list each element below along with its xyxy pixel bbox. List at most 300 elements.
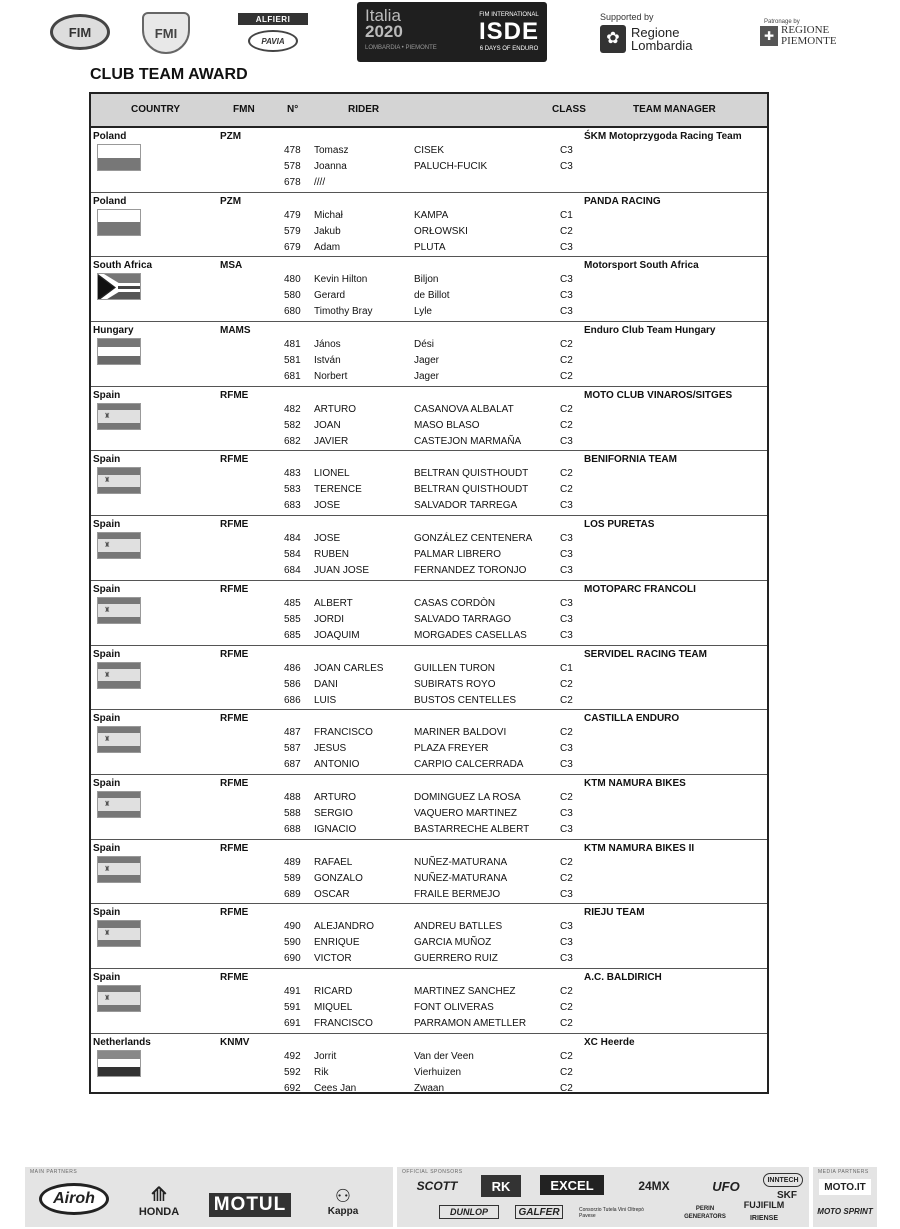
rider-class: C3: [560, 290, 573, 302]
rider-number: 680: [284, 306, 301, 318]
rider-first-name: ARTURO: [314, 403, 357, 415]
rider-last-name: PLUTA: [414, 241, 446, 253]
lombardia-line2: Lombardia: [631, 37, 693, 53]
team-country: Spain: [93, 519, 121, 531]
team-fmn: RFME: [220, 583, 249, 595]
rider-number: 592: [284, 1066, 301, 1078]
isde-year: 2020: [365, 22, 403, 41]
table-header: [91, 94, 767, 128]
rider-number: 582: [284, 419, 301, 431]
rider-row: [91, 290, 767, 306]
rider-first-name: ARTURO: [314, 791, 357, 803]
rider-row: [91, 1002, 767, 1018]
isde-bottom: 6 DAYS OF ENDURO: [479, 46, 539, 52]
rider-first-name: IGNACIO: [314, 823, 357, 835]
team-block: [91, 646, 767, 711]
media-partners-caption: MEDIA PARTNERS: [818, 1169, 869, 1175]
galfer-logo: GALFER: [515, 1205, 563, 1219]
rider-number: 484: [284, 533, 301, 545]
rider-row: [91, 339, 767, 355]
rider-last-name: FERNANDEZ TORONJO: [414, 565, 527, 577]
pavia-logo: PAVIA: [248, 30, 298, 52]
rider-first-name: FRANCISCO: [314, 727, 373, 739]
team-block: [91, 904, 767, 969]
rider-row: [91, 1067, 767, 1083]
rider-row: [91, 533, 767, 549]
rider-last-name: CASAS CORDÒN: [414, 597, 496, 609]
rider-row: [91, 792, 767, 808]
rider-number: 686: [284, 694, 301, 706]
spain-flag-icon: ♜: [97, 662, 141, 689]
rider-last-name: MARINER BALDOVI: [414, 727, 507, 739]
rider-class: C2: [560, 1017, 573, 1029]
club-team-table: [89, 92, 769, 1094]
rider-class: C2: [560, 371, 573, 383]
rider-number: 682: [284, 435, 301, 447]
team-fmn: PZM: [220, 195, 242, 207]
rider-first-name: TERENCE: [314, 484, 362, 496]
iriense-logo: IRIENSE: [749, 1214, 778, 1222]
rider-row: [91, 549, 767, 565]
rider-number: 581: [284, 355, 301, 367]
rider-number: 589: [284, 872, 301, 884]
isde-logo: [357, 2, 547, 62]
team-manager: KTM NAMURA BIKES II: [584, 842, 695, 854]
rider-number: 489: [284, 856, 301, 868]
rider-number: 688: [284, 823, 301, 835]
rider-last-name: BASTARRECHE ALBERT: [414, 823, 530, 835]
rider-class: C3: [560, 549, 573, 561]
rider-last-name: CASANOVA ALBALAT: [414, 403, 514, 415]
rider-last-name: GARCIA MUÑOZ: [414, 937, 492, 949]
rider-last-name: NUÑEZ-MATURANA: [414, 856, 508, 868]
main-partners-caption: MAIN PARTNERS: [30, 1169, 78, 1175]
team-block: [91, 128, 767, 193]
rider-first-name: Michał: [314, 209, 343, 221]
rider-first-name: Timothy Bray: [314, 306, 373, 318]
page-title: CLUB TEAM AWARD: [90, 66, 248, 83]
piemonte-crest-icon: ✚: [760, 26, 778, 46]
inntech-logo: INNTECH: [763, 1173, 803, 1187]
team-manager: ŚKM Motoprzygoda Racing Team: [584, 131, 742, 142]
rider-first-name: János: [314, 339, 341, 351]
team-block: [91, 387, 767, 452]
rider-number: 687: [284, 759, 301, 771]
team-country: Spain: [93, 971, 121, 983]
rider-last-name: SUBIRATS ROYO: [414, 678, 496, 690]
isde-main: ISDE: [478, 18, 539, 45]
rider-row: [91, 306, 767, 322]
rider-class: C2: [560, 484, 573, 496]
rider-class: C2: [560, 468, 573, 480]
team-fmn: RFME: [220, 907, 249, 919]
rider-number: 690: [284, 953, 301, 965]
team-block: [91, 516, 767, 581]
rider-last-name: Biljon: [414, 274, 439, 286]
rider-last-name: MARTINEZ SANCHEZ: [414, 985, 516, 997]
rider-first-name: Kevin Hilton: [314, 274, 368, 286]
rider-row: [91, 274, 767, 290]
rider-first-name: JAVIER: [314, 435, 349, 447]
col-number: N°: [287, 104, 299, 115]
rider-first-name: JOAQUIM: [314, 629, 360, 641]
rider-class: C2: [560, 339, 573, 351]
rider-last-name: Jager: [414, 355, 440, 367]
rider-row: [91, 161, 767, 177]
team-manager: SERVIDEL RACING TEAM: [584, 648, 707, 660]
rider-row: [91, 953, 767, 969]
rider-row: [91, 695, 767, 711]
rider-first-name: Rik: [314, 1066, 329, 1078]
spain-flag-icon: ♜: [97, 985, 141, 1012]
main-partners-block: [25, 1167, 393, 1227]
rider-first-name: Norbert: [314, 371, 348, 383]
rider-class: C2: [560, 694, 573, 706]
rider-first-name: ALEJANDRO: [314, 921, 375, 933]
rider-first-name: Jakub: [314, 225, 341, 237]
rider-last-name: PARRAMON AMETLLER: [414, 1017, 527, 1029]
team-block: [91, 840, 767, 905]
team-manager: BENIFORNIA TEAM: [584, 454, 677, 466]
rk-logo: RK: [481, 1175, 521, 1197]
rider-first-name: JUAN JOSE: [314, 565, 370, 577]
rider-number: 691: [284, 1017, 301, 1029]
isde-italia: Italia: [365, 6, 401, 25]
rider-class: C2: [560, 856, 573, 868]
spain-flag-icon: ♜: [97, 856, 141, 883]
rider-number: 678: [284, 177, 301, 188]
rider-class: C3: [560, 888, 573, 900]
team-manager: RIEJU TEAM: [584, 907, 645, 919]
rider-last-name: Lyle: [414, 306, 432, 318]
team-block: [91, 581, 767, 646]
kappa-logo: ⚇ Kappa: [327, 1185, 359, 1217]
rider-last-name: de Billot: [414, 290, 450, 302]
piemonte-line1: REGIONE: [781, 24, 830, 36]
team-manager: KTM NAMURA BIKES: [584, 777, 686, 789]
col-class: CLASS: [552, 104, 586, 115]
rider-row: [91, 565, 767, 581]
rider-last-name: DOMINGUEZ LA ROSA: [414, 791, 521, 803]
team-list: [91, 128, 767, 1098]
rider-class: C2: [560, 985, 573, 997]
rider-last-name: SALVADOR TARREGA: [414, 500, 518, 512]
spain-flag-icon: ♜: [97, 920, 141, 947]
rider-row: [91, 857, 767, 873]
spain-flag-icon: ♜: [97, 467, 141, 494]
alfieri-logo: ALFIERI: [238, 13, 308, 25]
team-block: [91, 1034, 767, 1099]
rider-class: C3: [560, 613, 573, 625]
rider-first-name: JOSE: [314, 500, 341, 512]
rider-class: C2: [560, 791, 573, 803]
rider-number: 585: [284, 613, 301, 625]
team-manager: Motorsport South Africa: [584, 260, 699, 272]
rider-row: [91, 727, 767, 743]
rider-class: C2: [560, 1001, 573, 1013]
rider-row: [91, 937, 767, 953]
honda-logo: ⟰ HONDA: [138, 1184, 180, 1218]
rider-row: [91, 436, 767, 452]
rider-class: C3: [560, 500, 573, 512]
rider-class: C3: [560, 937, 573, 949]
rider-last-name: Vierhuizen: [414, 1066, 462, 1078]
rider-first-name: RUBEN: [314, 549, 350, 561]
rider-last-name: PALUCH-FUCIK: [414, 161, 488, 172]
team-block: [91, 193, 767, 258]
airoh-logo: Airoh: [39, 1183, 109, 1215]
rider-number: 480: [284, 274, 301, 286]
rider-last-name: Zwaan: [414, 1082, 445, 1094]
rider-row: [91, 226, 767, 242]
rider-last-name: PALMAR LIBRERO: [414, 549, 502, 561]
rider-first-name: Jorrit: [314, 1050, 337, 1062]
team-country: Spain: [93, 713, 121, 725]
rider-row: [91, 484, 767, 500]
kappa-text: Kappa: [327, 1205, 359, 1217]
rider-number: 580: [284, 290, 301, 302]
rider-class: C3: [560, 435, 573, 447]
regione-piemonte-logo: [760, 16, 836, 50]
team-block: [91, 451, 767, 516]
rider-class: C3: [560, 597, 573, 609]
rider-first-name: Tomasz: [314, 145, 349, 156]
rider-row: [91, 598, 767, 614]
honda-text: HONDA: [138, 1206, 180, 1218]
rider-first-name: RICARD: [314, 985, 353, 997]
official-sponsors-block: [397, 1167, 809, 1227]
rider-class: C2: [560, 1082, 573, 1094]
rider-number: 692: [284, 1082, 301, 1094]
rider-last-name: MASO BLASO: [414, 419, 480, 431]
rider-first-name: JOAN: [314, 419, 341, 431]
team-country: Spain: [93, 454, 121, 466]
col-fmn: FMN: [233, 104, 255, 115]
rider-last-name: BELTRAN QUISTHOUDT: [414, 468, 529, 480]
rider-first-name: FRANCISCO: [314, 1017, 373, 1029]
team-manager: LOS PURETAS: [584, 519, 655, 531]
rider-row: [91, 630, 767, 646]
rider-row: [91, 355, 767, 371]
rider-number: 586: [284, 678, 301, 690]
rider-row: [91, 371, 767, 387]
rider-number: 481: [284, 339, 301, 351]
rider-number: 579: [284, 225, 301, 237]
rider-class: C2: [560, 1050, 573, 1062]
rider-last-name: PLAZA FREYER: [414, 743, 489, 755]
media-partners-block: [813, 1167, 877, 1227]
rider-class: C3: [560, 274, 573, 286]
rider-number: 588: [284, 807, 301, 819]
team-country: Spain: [93, 777, 121, 789]
rider-number: 584: [284, 549, 301, 561]
rider-number: 479: [284, 209, 301, 221]
rider-last-name: GUERRERO RUIZ: [414, 953, 498, 965]
team-country: Poland: [93, 195, 127, 207]
rider-class: C3: [560, 629, 573, 641]
official-sponsors-caption: OFFICIAL SPONSORS: [402, 1169, 463, 1175]
rider-first-name: OSCAR: [314, 888, 350, 900]
rider-first-name: LIONEL: [314, 468, 350, 480]
team-block: [91, 322, 767, 387]
piemonte-line2: PIEMONTE: [781, 35, 837, 47]
rider-number: 684: [284, 565, 301, 577]
rider-number: 490: [284, 921, 301, 933]
team-fmn: RFME: [220, 389, 249, 401]
rider-number: 485: [284, 597, 301, 609]
rider-row: [91, 1051, 767, 1067]
rider-class: C2: [560, 225, 573, 237]
rider-row: [91, 404, 767, 420]
rider-class: C3: [560, 743, 573, 755]
team-manager: Enduro Club Team Hungary: [584, 325, 716, 337]
rider-first-name: István: [314, 355, 341, 367]
rider-last-name: ANDREU BATLLES: [414, 921, 503, 933]
team-country: Spain: [93, 389, 121, 401]
team-manager: MOTOPARC FRANCOLI: [584, 583, 696, 595]
team-block: [91, 710, 767, 775]
rider-row: [91, 500, 767, 516]
rider-number: 478: [284, 145, 301, 156]
dunlop-logo: DUNLOP: [439, 1205, 499, 1219]
rider-class: C2: [560, 678, 573, 690]
skf-logo: SKF: [777, 1189, 797, 1201]
rider-first-name: LUIS: [314, 694, 337, 706]
rider-last-name: ORŁOWSKI: [414, 225, 468, 237]
team-fmn: RFME: [220, 454, 249, 466]
isde-sub: LOMBARDIA • PIEMONTE: [365, 45, 437, 51]
rider-row: [91, 808, 767, 824]
rider-last-name: FRAILE BERMEJO: [414, 888, 501, 900]
rider-class: C3: [560, 759, 573, 771]
rider-row: [91, 177, 767, 193]
team-fmn: MAMS: [220, 325, 251, 337]
team-country: Spain: [93, 842, 121, 854]
rider-last-name: Dési: [414, 339, 435, 351]
rider-first-name: JORDI: [314, 613, 344, 625]
rider-last-name: Jager: [414, 371, 440, 383]
isde-top: FIM INTERNATIONAL: [479, 12, 539, 18]
rider-number: 689: [284, 888, 301, 900]
rider-row: [91, 759, 767, 775]
rider-row: [91, 986, 767, 1002]
rider-class: C3: [560, 145, 573, 156]
rider-last-name: BUSTOS CENTELLES: [414, 694, 517, 706]
rider-first-name: JOSE: [314, 533, 341, 545]
rider-number: 483: [284, 468, 301, 480]
24mx-logo: 24MX: [638, 1179, 670, 1193]
rider-number: 590: [284, 937, 301, 949]
team-block: [91, 775, 767, 840]
rider-number: 491: [284, 985, 301, 997]
rider-number: 578: [284, 161, 301, 172]
fmi-logo: FMI: [142, 12, 190, 54]
rider-first-name: SERGIO: [314, 807, 353, 819]
rider-class: C3: [560, 953, 573, 965]
rider-row: [91, 679, 767, 695]
rider-row: [91, 663, 767, 679]
spain-flag-icon: ♜: [97, 726, 141, 753]
rider-row: [91, 614, 767, 630]
rider-row: [91, 921, 767, 937]
rider-first-name: ANTONIO: [314, 759, 360, 771]
spain-flag-icon: ♜: [97, 532, 141, 559]
perin-logo: PERIN GENERATORS: [684, 1206, 726, 1220]
rider-last-name: BELTRAN QUISTHOUDT: [414, 484, 529, 496]
team-fmn: RFME: [220, 648, 249, 660]
rider-last-name: NUÑEZ-MATURANA: [414, 872, 508, 884]
rider-first-name: Joanna: [314, 161, 347, 172]
rider-first-name: Cees Jan: [314, 1082, 357, 1094]
excel-logo: EXCEL: [540, 1175, 604, 1195]
rider-class: C3: [560, 533, 573, 545]
rider-row: [91, 1018, 767, 1034]
rider-class: C3: [560, 823, 573, 835]
rider-first-name: MIQUEL: [314, 1001, 353, 1013]
rider-first-name: DANI: [314, 678, 338, 690]
team-fmn: RFME: [220, 971, 249, 983]
scott-logo: SCOTT: [416, 1179, 458, 1193]
ufo-logo: UFO: [712, 1178, 740, 1194]
spain-flag-icon: ♜: [97, 597, 141, 624]
rider-row: [91, 468, 767, 484]
team-manager: CASTILLA ENDURO: [584, 713, 680, 725]
rider-class: C3: [560, 161, 573, 172]
team-block: [91, 257, 767, 322]
rider-class: C2: [560, 727, 573, 739]
spain-flag-icon: ♜: [97, 791, 141, 818]
team-block: [91, 969, 767, 1034]
team-country: Spain: [93, 583, 121, 595]
team-manager: A.C. BALDIRICH: [584, 971, 662, 983]
team-fmn: RFME: [220, 842, 249, 854]
lombardia-rose-icon: ✿: [600, 25, 626, 53]
rider-last-name: GUILLEN TURON: [414, 662, 495, 674]
rider-number: 486: [284, 662, 301, 674]
rider-number: 683: [284, 500, 301, 512]
rider-first-name: Gerard: [314, 290, 346, 302]
rider-first-name: ////: [314, 177, 326, 188]
rider-first-name: ALBERT: [314, 597, 353, 609]
rider-number: 488: [284, 791, 301, 803]
rider-number: 492: [284, 1050, 301, 1062]
team-country: Poland: [93, 131, 127, 142]
rider-class: C1: [560, 662, 573, 674]
team-manager: XC Heerde: [584, 1036, 635, 1048]
team-fmn: RFME: [220, 713, 249, 725]
rider-class: C2: [560, 419, 573, 431]
moto-it-logo: MOTO.IT: [819, 1179, 871, 1195]
team-country: Spain: [93, 907, 121, 919]
rider-number: 679: [284, 241, 301, 253]
col-team-manager: TEAM MANAGER: [633, 104, 716, 115]
rider-class: C2: [560, 403, 573, 415]
col-rider: RIDER: [348, 104, 380, 115]
fujifilm-logo: FUJIFILM: [743, 1200, 785, 1210]
rider-class: C3: [560, 565, 573, 577]
rider-class: C3: [560, 306, 573, 318]
rider-last-name: CASTEJON MARMAÑA: [414, 435, 522, 447]
rider-row: [91, 242, 767, 258]
team-country: Hungary: [93, 325, 134, 337]
team-country: Netherlands: [93, 1036, 151, 1048]
sponsor-footer: [25, 1167, 877, 1227]
moto-sprint-logo: MOTO SPRINT: [817, 1206, 873, 1216]
team-fmn: RFME: [220, 519, 249, 531]
rider-row: [91, 1083, 767, 1099]
rider-number: 591: [284, 1001, 301, 1013]
rider-row: [91, 210, 767, 226]
